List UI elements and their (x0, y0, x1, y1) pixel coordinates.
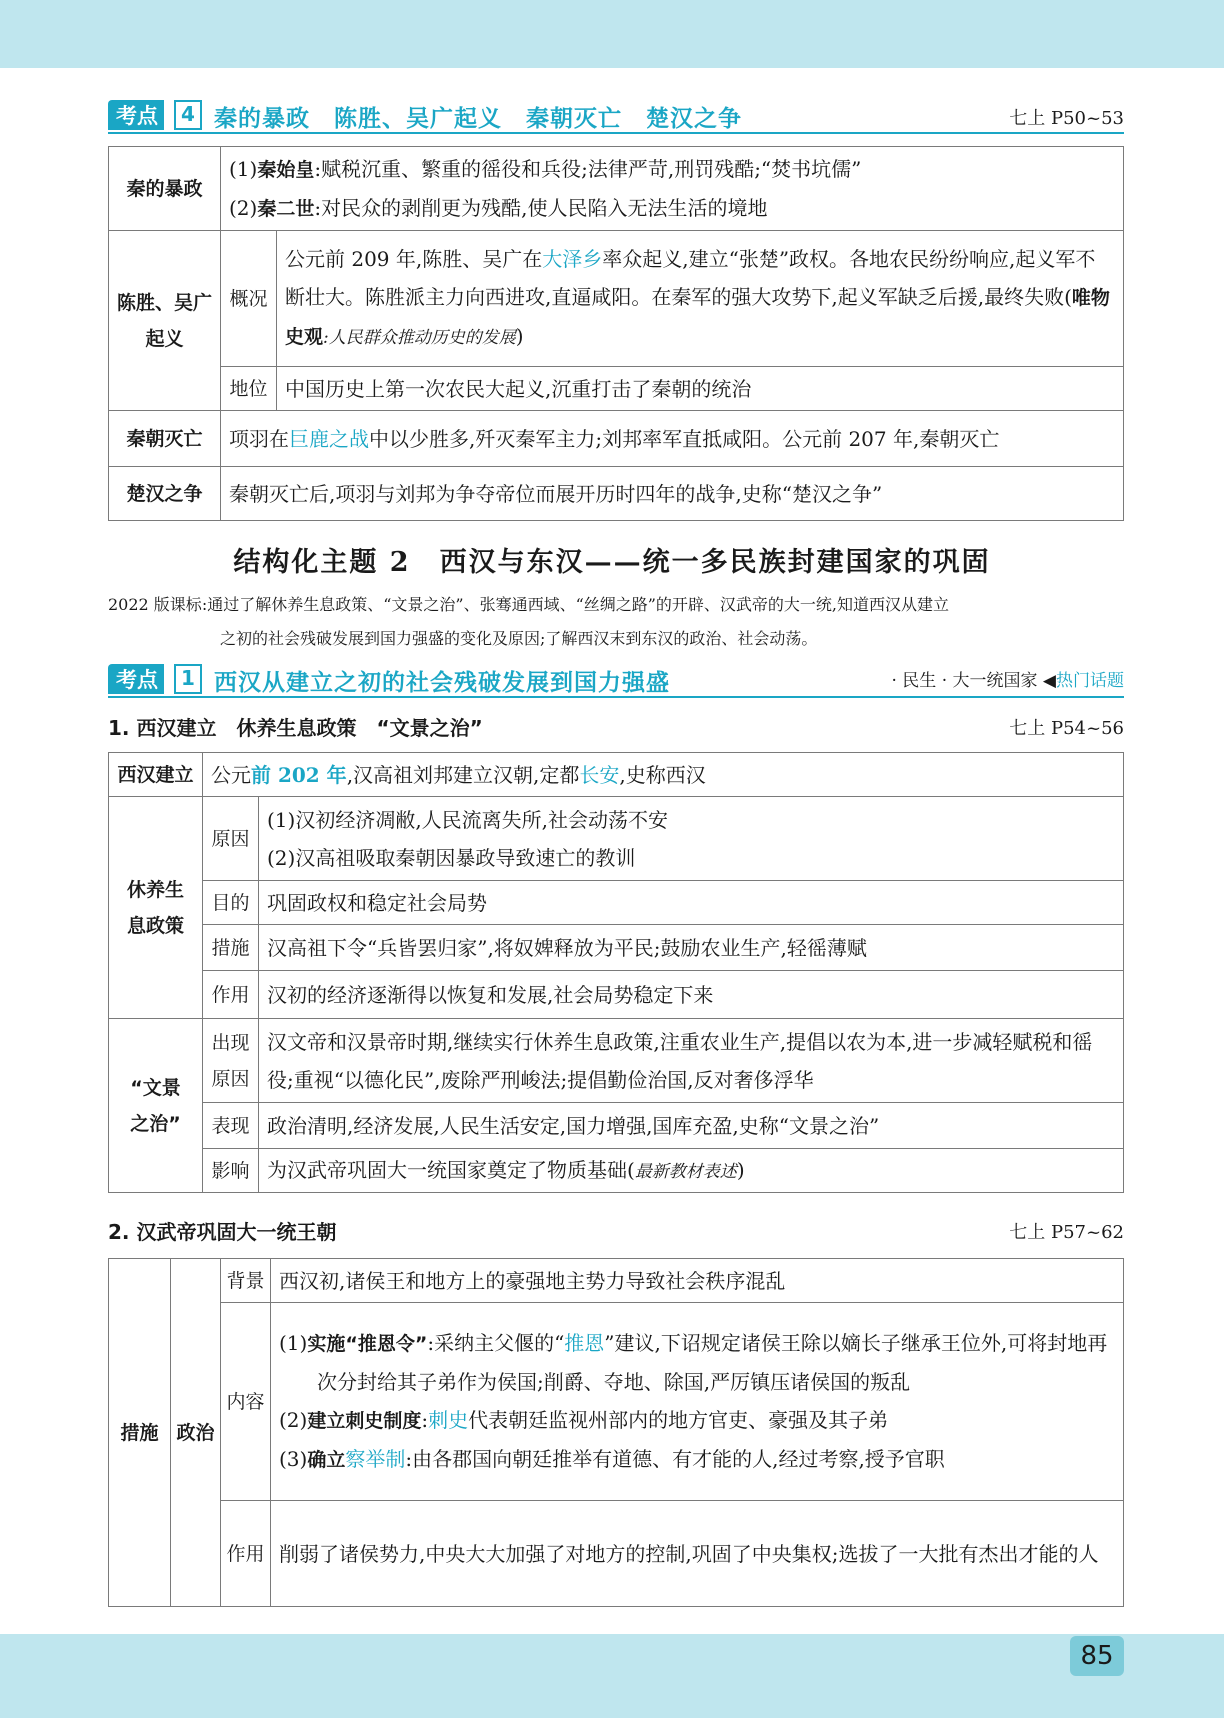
chuxian-content: 汉文帝和汉景帝时期,继续实行休养生息政策,注重农业生产,提倡以农为本,进一步减轻赋税和徭役;重视“以德化民”,废除严刑峻法;提倡勤俭治国,反对奢侈浮华 (259, 1019, 1124, 1103)
row-label-miewang: 秦朝灭亡 (109, 411, 221, 467)
kd1-tag: 考点 (108, 664, 164, 694)
sublabel-yingxiang: 影响 (203, 1149, 259, 1193)
kd1-title: 西汉从建立之初的社会残破发展到国力强盛 (214, 670, 670, 696)
table-row (109, 1501, 1124, 1607)
sec1-table (108, 752, 1124, 1193)
neirong-content: (1)实施“推恩令”:采纳主父偃的“推恩”建议,下诏规定诸侯王除以嫡长子继承王位外,可将封地再次分封给其子弟作为侯国;削爵、夺地、除国,严厉镇压诸侯国的叛乱 (2)建立刺史制度:刺史代表朝廷监视州部内的地方官吏、豪强及其子弟 (3)确立察举制:由各郡国向朝廷推举有道德、有才能的人,经过考察,授予官职 (271, 1303, 1124, 1501)
curriculum-standard (108, 588, 1124, 656)
standard-line2: 之初的社会残破发展到国力强盛的变化及原因;了解西汉末到东汉的政治、社会动荡。 (220, 629, 818, 648)
yingxiang-content: 为汉武帝巩固大一统国家奠定了物质基础(最新教材表述) (259, 1149, 1124, 1193)
cuoshi-content: 汉高祖下令“兵皆罢归家”,将奴婢释放为平民;鼓励农业生产,轻徭薄赋 (259, 925, 1124, 971)
table-row (109, 971, 1124, 1019)
kd4-title: 秦的暴政 陈胜、吴广起义 秦朝灭亡 楚汉之争 (214, 106, 742, 132)
sec2-table (108, 1258, 1124, 1607)
mudi-content: 巩固政权和稳定社会局势 (259, 881, 1124, 925)
row-label-jianli: 西汉建立 (109, 753, 203, 797)
kd4-tag: 考点 (108, 100, 164, 130)
zuoyong2-content: 削弱了诸侯势力,中央大大加强了对地方的控制,巩固了中央集权;选拔了一大批有杰出才能的人 (271, 1501, 1124, 1607)
kd4-ref: 七上 P50~53 (1009, 108, 1124, 129)
sublabel-zuoyong: 作用 (203, 971, 259, 1019)
row-label-xiuyang: 休养生息政策 (109, 797, 203, 1019)
row-label-qiyi: 陈胜、吴广起义 (109, 231, 221, 411)
diwei-content: 中国历史上第一次农民大起义,沉重打击了秦朝的统治 (277, 367, 1124, 411)
sublabel-gaikuang: 概况 (221, 231, 277, 367)
kd4-header (108, 100, 1124, 134)
jianli-content: 公元前 202 年,汉高祖刘邦建立汉朝,定都长安,史称西汉 (203, 753, 1124, 797)
sublabel-yuanyin: 原因 (203, 797, 259, 881)
page-number: 85 (1070, 1636, 1124, 1676)
table-row (109, 231, 1124, 367)
table-row (109, 147, 1124, 231)
sublabel-diwei: 地位 (221, 367, 277, 411)
chuhan-content: 秦朝灭亡后,项羽与刘邦为争夺帝位而展开历时四年的战争,史称“楚汉之争” (221, 467, 1124, 521)
yuanyin-content: (1)汉初经济凋敝,人民流离失所,社会动荡不安 (2)汉高祖吸取秦朝因暴政导致速亡的教训 (259, 797, 1124, 881)
kd1-header (108, 664, 1124, 698)
sec2-ref: 七上 P57~62 (1009, 1222, 1124, 1243)
sublabel-neirong: 内容 (221, 1303, 271, 1501)
kd1-num: 1 (174, 664, 202, 694)
kd1-tags: · 民生 · 大一统国家 ◀热门话题 (891, 671, 1124, 691)
top-band (0, 0, 1224, 68)
kd4-num: 4 (174, 100, 202, 130)
table-row (109, 1103, 1124, 1149)
row-label-wenjing: “文景之治” (109, 1019, 203, 1193)
table-row (109, 411, 1124, 467)
biaoxian-content: 政治清明,经济发展,人民生活安定,国力增强,国库充盈,史称“文景之治” (259, 1103, 1124, 1149)
theme-title: 结构化主题 2 西汉与东汉——统一多民族封建国家的巩固 (233, 547, 991, 578)
sublabel-cuoshi: 措施 (203, 925, 259, 971)
table-row (109, 881, 1124, 925)
sublabel-mudi: 目的 (203, 881, 259, 925)
table-row (109, 1303, 1124, 1501)
sublabel-beijing: 背景 (221, 1259, 271, 1303)
miewang-content: 项羽在巨鹿之战中以少胜多,歼灭秦军主力;刘邦率军直抵咸阳。公元前 207 年,秦朝灭亡 (221, 411, 1124, 467)
table-row (109, 797, 1124, 881)
table-row (109, 925, 1124, 971)
standard-label: 2022 版课标 (108, 595, 202, 614)
standard-line1: :通过了解休养生息政策、“文景之治”、张骞通西域、“丝绸之路”的开辟、汉武帝的大一统,知道西汉从建立 (201, 595, 950, 614)
kd4-table (108, 146, 1124, 521)
table-row (109, 367, 1124, 411)
sublabel-zuoyong2: 作用 (221, 1501, 271, 1607)
row-label-chuhan: 楚汉之争 (109, 467, 221, 521)
table-row (109, 1149, 1124, 1193)
bottom-band (0, 1634, 1224, 1718)
table-row (109, 1019, 1124, 1103)
baozheng-content: (1)秦始皇:赋税沉重、繁重的徭役和兵役;法律严苛,刑罚残酷;“焚书坑儒” (2)秦二世:对民众的剥削更为残酷,使人民陷入无法生活的境地 (221, 147, 1124, 231)
row-label-zhengzhi: 政治 (171, 1259, 221, 1607)
table-row (109, 1259, 1124, 1303)
sec2-title: 2. 汉武帝巩固大一统王朝 (108, 1220, 337, 1244)
sec1-ref: 七上 P54~56 (1009, 718, 1124, 739)
row-label-baozheng: 秦的暴政 (109, 147, 221, 231)
sublabel-biaoxian: 表现 (203, 1103, 259, 1149)
sublabel-chuxian: 出现原因 (203, 1019, 259, 1103)
hot-topic-label: 热门话题 (1056, 671, 1124, 691)
zuoyong-content: 汉初的经济逐渐得以恢复和发展,社会局势稳定下来 (259, 971, 1124, 1019)
gaikuang-content: 公元前 209 年,陈胜、吴广在大泽乡率众起义,建立“张楚”政权。各地农民纷纷响应,起义军不断壮大。陈胜派主力向西进攻,直逼咸阳。在秦军的强大攻势下,起义军缺乏后援,最终失败(唯物史观:人民群众推动历史的发展) (277, 231, 1124, 367)
sec1-title: 1. 西汉建立 休养生息政策 “文景之治” (108, 716, 483, 740)
table-row (109, 467, 1124, 521)
beijing-content: 西汉初,诸侯王和地方上的豪强地主势力导致社会秩序混乱 (271, 1259, 1124, 1303)
table-row (109, 753, 1124, 797)
row-label-cuoshi: 措施 (109, 1259, 171, 1607)
